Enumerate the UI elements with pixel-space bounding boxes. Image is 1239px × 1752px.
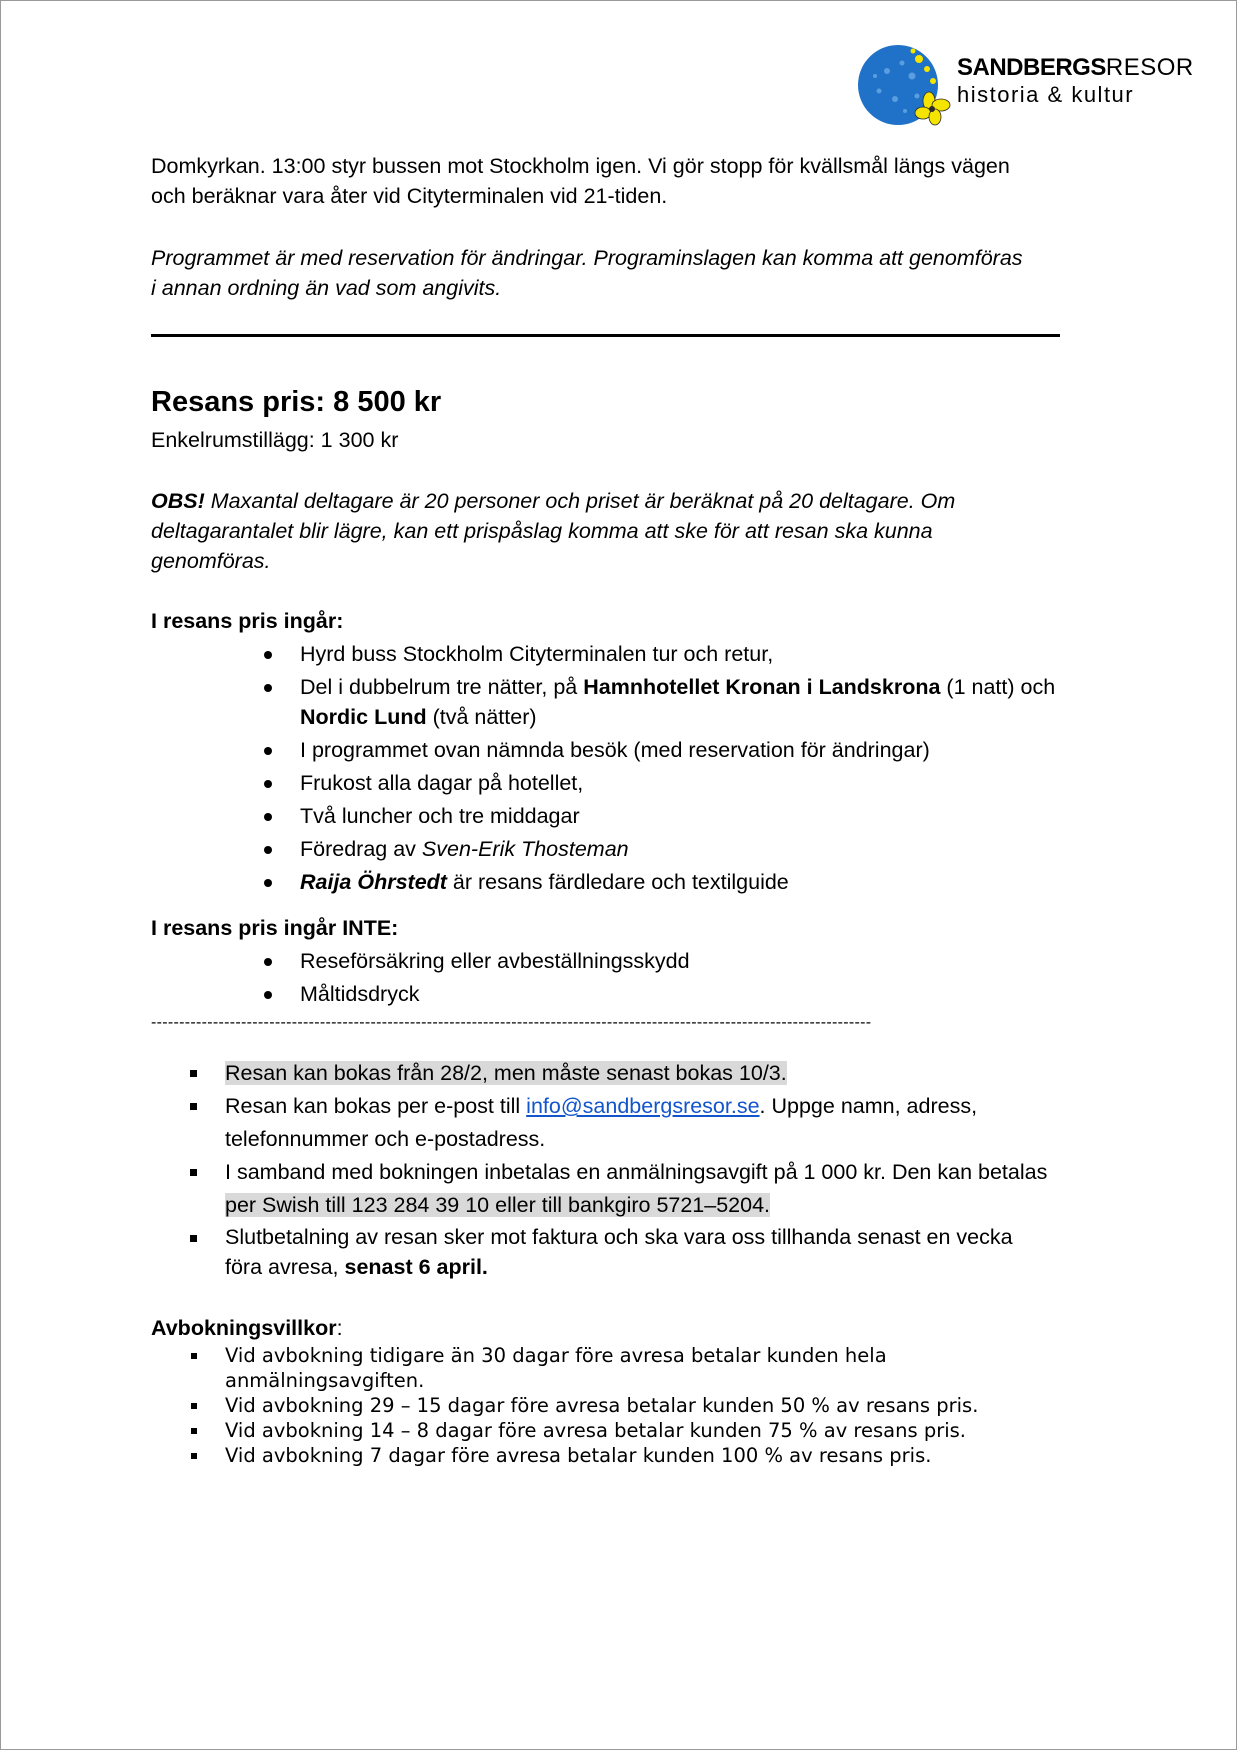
list-item: Raija Öhrstedt är resans färdledare och textilguide: [261, 867, 1055, 897]
sandbergs-logo: [857, 41, 1194, 127]
bullet-icon: [264, 747, 272, 755]
list-item: Resan kan bokas per e-post till info@sandbergsresor.se. Uppge namn, adress, telefonnummer och e-postadress.: [188, 1090, 1108, 1156]
excluded-heading: I resans pris ingår INTE:: [151, 916, 399, 940]
horizontal-rule: [151, 334, 1060, 337]
logo-brand-name: SANDBERGSRESOR: [957, 54, 1194, 81]
single-room-supplement: Enkelrumstillägg: 1 300 kr: [151, 428, 399, 452]
included-heading: I resans pris ingår:: [151, 609, 344, 633]
obs-line-2: deltagarantalet blir lägre, kan ett prispåslag komma att ske för att resan ska kunna: [151, 519, 933, 543]
dashed-separator: --------------------------------------------------------------------------------------------------------------------------------: [151, 1014, 872, 1031]
square-bullet-icon: [191, 1453, 197, 1459]
list-item: I samband med bokningen inbetalas en anmälningsavgift på 1 000 kr. Den kan betalas per Swish till 123 284 39 10 eller till bankgiro 5721–5204.: [188, 1156, 1108, 1222]
bullet-icon: [264, 991, 272, 999]
cancellation-heading: Avbokningsvillkor:: [151, 1316, 343, 1340]
square-bullet-icon: [191, 1403, 197, 1409]
list-item: Reseförsäkring eller avbeställningsskydd: [261, 946, 690, 976]
globe-flower-icon: [857, 41, 953, 127]
list-item: Vid avbokning tidigare än 30 dagar före avresa betalar kunden hela anmälningsavgiften.: [188, 1343, 945, 1393]
square-bullet-icon: [190, 1169, 197, 1176]
obs-label: OBS!: [151, 489, 205, 513]
bullet-icon: [264, 684, 272, 692]
bullet-icon: [264, 651, 272, 659]
list-item: Vid avbokning 29 – 15 dagar före avresa betalar kunden 50 % av resans pris.: [188, 1393, 1088, 1418]
list-item: Del i dubbelrum tre nätter, på Hamnhotellet Kronan i Landskrona (1 natt) och Nordic Lund (två nätter): [261, 672, 1055, 732]
bullet-icon: [264, 813, 272, 821]
square-bullet-icon: [190, 1070, 197, 1077]
logo-tagline: historia & kultur: [957, 82, 1135, 107]
bullet-icon: [264, 879, 272, 887]
list-item: Slutbetalning av resan sker mot faktura och ska vara oss tillhanda senast en vecka föra avresa, senast 6 april.: [188, 1222, 1108, 1282]
obs-line-1: OBS! Maxantal deltagare är 20 personer och priset är beräknat på 20 deltagare. Om: [151, 489, 956, 513]
list-item: Måltidsdryck: [261, 979, 690, 1009]
included-list: [261, 639, 1055, 900]
intro-line-2: och beräknar vara åter vid Cityterminalen vid 21-tiden.: [151, 184, 668, 208]
list-item: I programmet ovan nämnda besök (med reservation för ändringar): [261, 735, 1055, 765]
square-bullet-icon: [190, 1235, 197, 1242]
list-item: Vid avbokning 7 dagar före avresa betalar kunden 100 % av resans pris.: [188, 1443, 1088, 1468]
bullet-icon: [264, 958, 272, 966]
square-bullet-icon: [191, 1428, 197, 1434]
excluded-list: [261, 946, 690, 1012]
list-item: Resan kan bokas från 28/2, men måste senast bokas 10/3.: [188, 1057, 1108, 1090]
intro-line-1: Domkyrkan. 13:00 styr bussen mot Stockholm igen. Vi gör stopp för kvällsmål längs vägen: [151, 154, 1010, 178]
square-bullet-icon: [190, 1103, 197, 1110]
price-heading: Resans pris: 8 500 kr: [151, 386, 442, 418]
disclaimer-line-2: i annan ordning än vad som angivits.: [151, 276, 502, 300]
list-item: Vid avbokning 14 – 8 dagar före avresa betalar kunden 75 % av resans pris.: [188, 1418, 1088, 1443]
square-bullet-icon: [191, 1353, 197, 1359]
disclaimer-line-1: Programmet är med reservation för ändringar. Programinslagen kan komma att genomföras: [151, 246, 1023, 270]
email-link[interactable]: info@sandbergsresor.se: [526, 1094, 760, 1118]
bullet-icon: [264, 846, 272, 854]
list-item: Hyrd buss Stockholm Cityterminalen tur och retur,: [261, 639, 1055, 669]
bullet-icon: [264, 780, 272, 788]
list-item: Föredrag av Sven-Erik Thosteman: [261, 834, 1055, 864]
list-item: Två luncher och tre middagar: [261, 801, 1055, 831]
booking-list: [188, 1057, 1108, 1282]
cancellation-list: [188, 1343, 1088, 1468]
obs-line-3: genomföras.: [151, 549, 271, 573]
list-item: Frukost alla dagar på hotellet,: [261, 768, 1055, 798]
